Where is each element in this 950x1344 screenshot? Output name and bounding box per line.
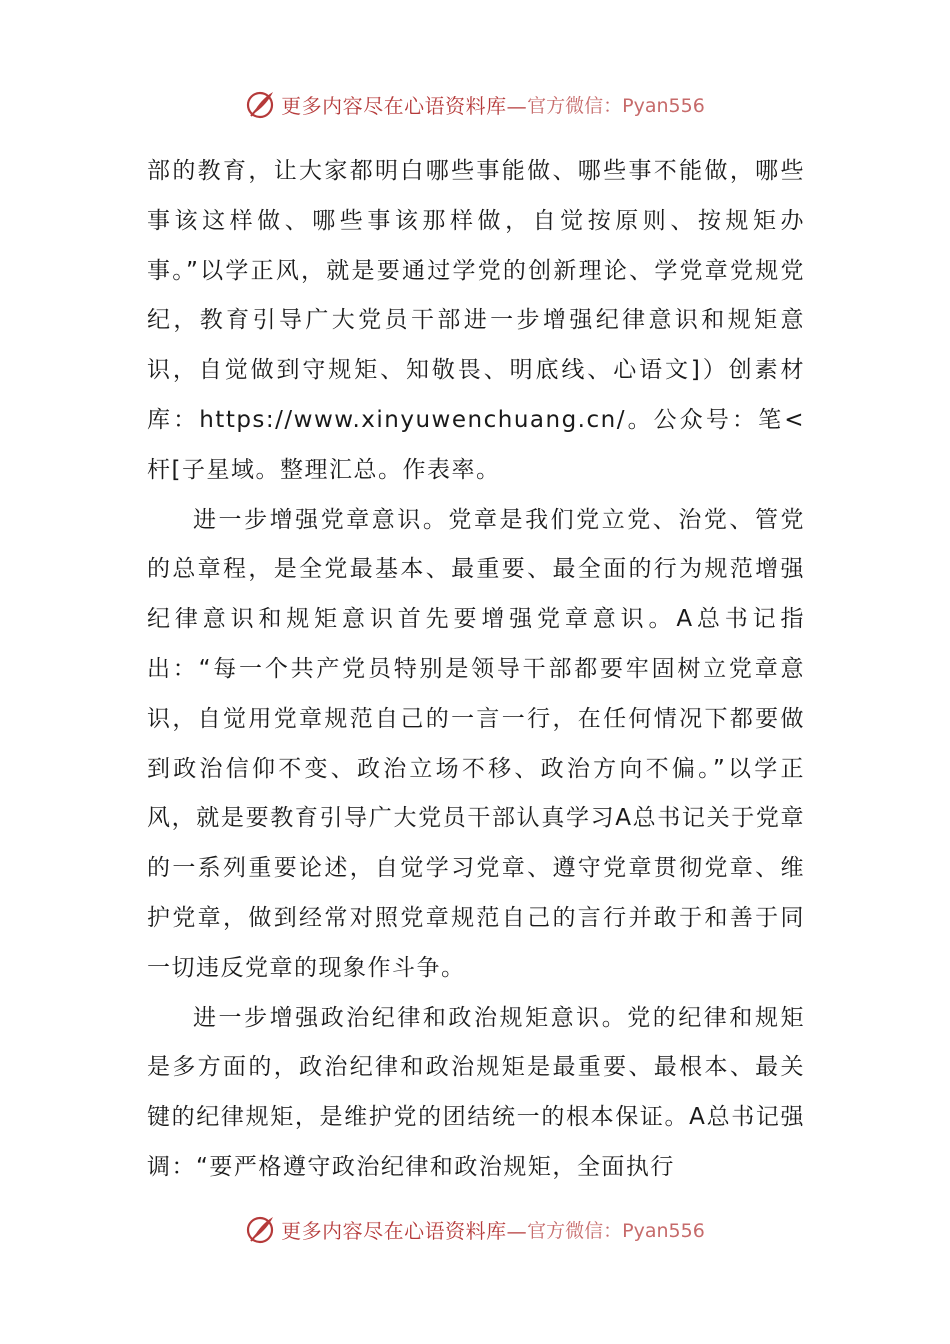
paragraph-party-constitution: 进一步增强党章意识。党章是我们党立党、治党、管党的总章程，是全党最基本、最重要、最全面的行为规范增强纪律意识和规矩意识首先要增强党章意识。A总书记指出：“每一个共产党员特别是领导干部都要牢固树立党章意识，自觉用党章规范自己的一言一行，在任何情况下都要做到政治信仰不变、政治立场不移、政治方向不偏。”以学正风，就是要教育引导广大党员干部认真学习A总书记关于党章的一系列重要论述，自觉学习党章、遵守党章贯彻党章、维护党章，做到经常对照党章规范自己的言行并敢于和善于同一切违反党章的现象作斗争。 <box>147 506 805 981</box>
document-body <box>147 147 805 1193</box>
quill-logo-icon <box>245 1213 277 1245</box>
quill-logo-icon <box>245 88 277 120</box>
paragraph-political-discipline: 进一步增强政治纪律和政治规矩意识。党的纪律和规矩是多方面的，政治纪律和政治规矩是最重要、最根本、最关键的纪律规矩，是维护党的团结统一的根本保证。A总书记强调：“要严格遵守政治纪律和政治规矩，全面执行 <box>147 1004 805 1180</box>
header-banner <box>0 86 950 122</box>
banner-brand-text: 更多内容尽在心语资料库— <box>281 93 528 118</box>
paragraph-continued: 部的教育，让大家都明白哪些事能做、哪些事不能做，哪些事该这样做、哪些事该那样做，自觉按原则、按规矩办事。”以学正风，就是要通过学党的创新理论、学党章党规党纪，教育引导广大党员干部进一步增强纪律意识和规矩意识，自觉做到守规矩、知敬畏、明底线、心语文]）创素材库：https://www.xinyuwenchuang.cn/。公众号：笔<杆[子星域。整理汇总。作表率。 <box>147 158 805 483</box>
banner-contact-text: 官方微信：Pyan556 <box>527 94 705 117</box>
banner-contact-text: 官方微信：Pyan556 <box>527 1219 705 1242</box>
banner-brand-text: 更多内容尽在心语资料库— <box>281 1218 528 1243</box>
footer-banner <box>0 1211 950 1247</box>
